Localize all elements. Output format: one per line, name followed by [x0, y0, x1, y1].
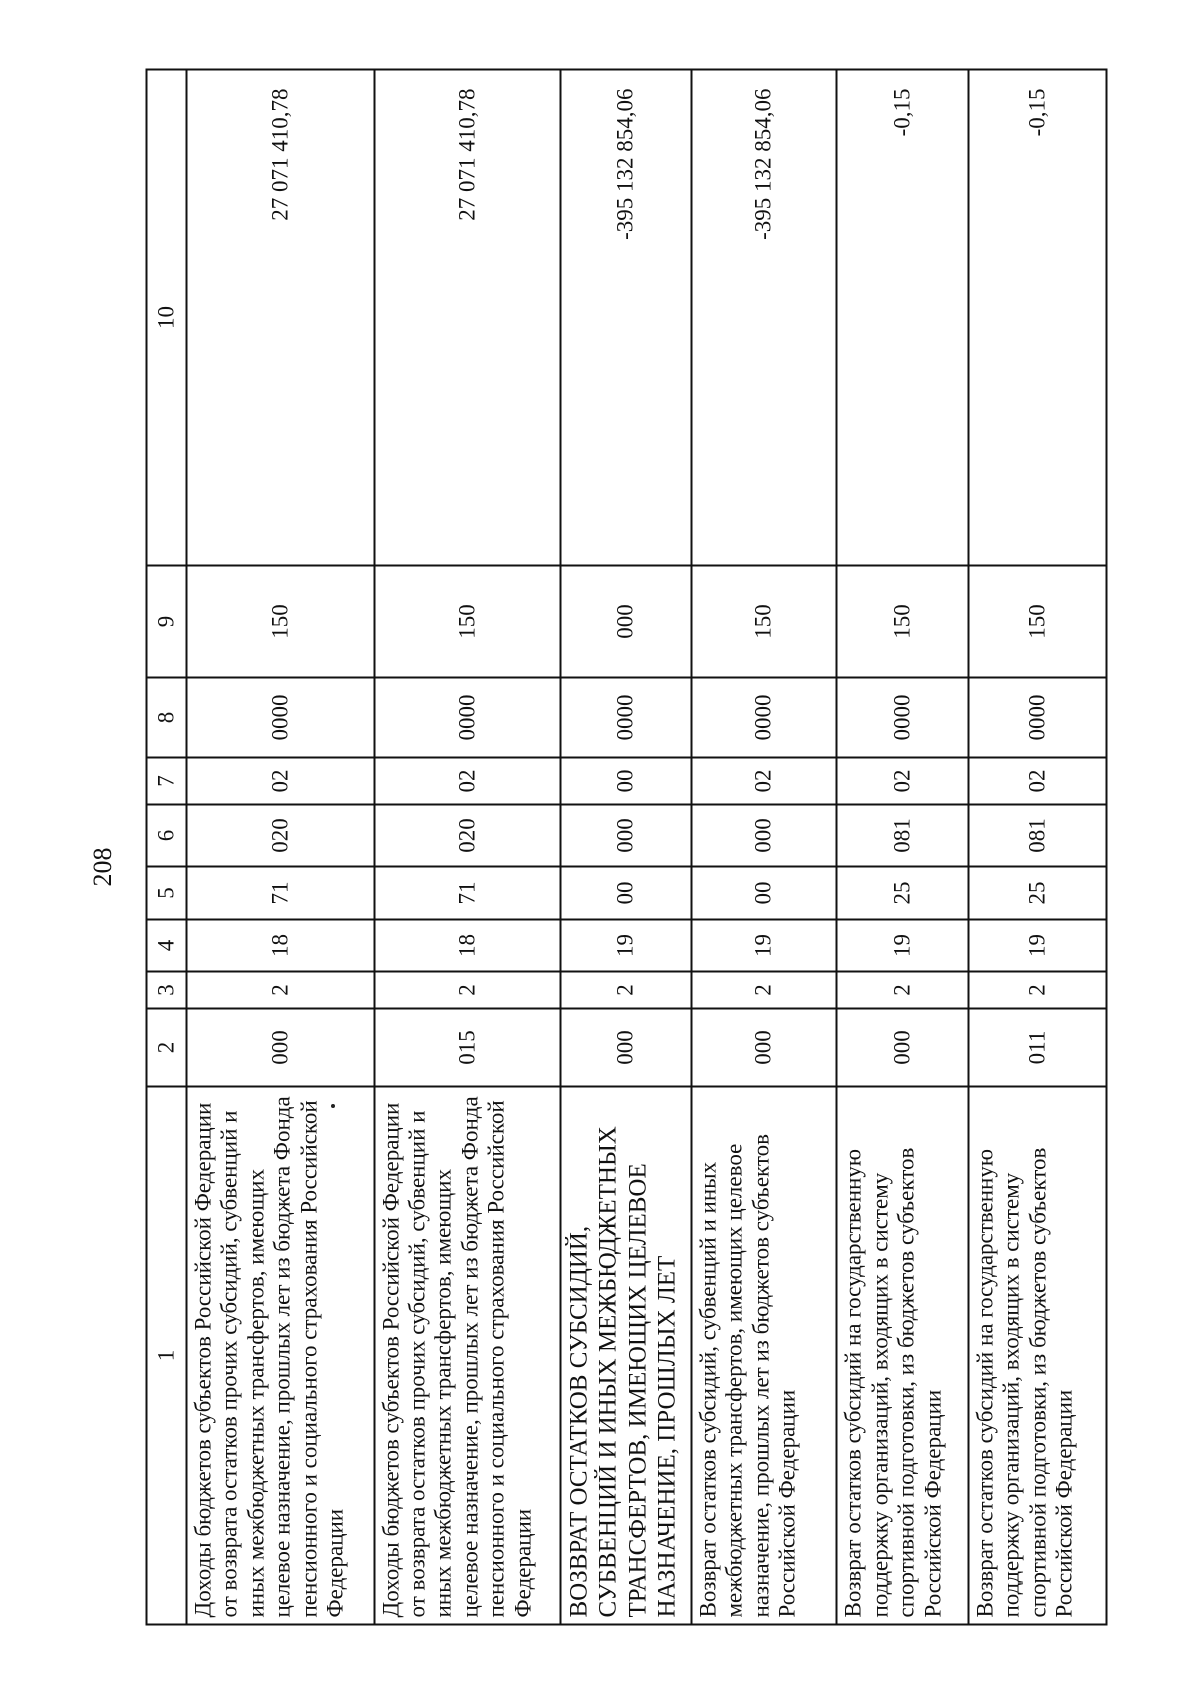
header-col-7: 7	[146, 757, 186, 804]
cell-amount: 27 071 410,78	[186, 69, 374, 565]
cell-col-6: 081	[968, 804, 1106, 866]
header-col-2: 2	[146, 1008, 186, 1086]
cell-col-8: 0000	[691, 677, 836, 757]
cell-col-4: 18	[374, 919, 561, 971]
cell-col-6: 000	[560, 804, 691, 866]
table-row	[560, 69, 691, 1624]
header-col-3: 3	[146, 971, 186, 1008]
header-row	[146, 69, 186, 1624]
header-col-6: 6	[146, 804, 186, 866]
cell-col-4: 19	[836, 919, 968, 971]
budget-table	[145, 68, 1107, 1625]
rotated-table-region	[145, 70, 1107, 1625]
cell-col-6: 020	[186, 804, 374, 866]
row-description: Возврат остатков субсидий на государственную поддержку организаций, входящих в систему спортивной подготовки, из бюджетов субъектов Российской Федерации	[836, 1086, 968, 1624]
cell-col-7: 02	[836, 757, 968, 804]
cell-col-8: 0000	[186, 677, 374, 757]
cell-col-5: 25	[968, 866, 1106, 919]
cell-col-2: 000	[836, 1008, 968, 1086]
cell-col-7: 02	[968, 757, 1106, 804]
cell-col-6: 020	[374, 804, 561, 866]
cell-amount: 27 071 410,78	[374, 69, 561, 565]
cell-col-5: 71	[374, 866, 561, 919]
table-row	[968, 69, 1106, 1624]
table-row	[836, 69, 968, 1624]
cell-col-2: 000	[186, 1008, 374, 1086]
cell-col-8: 0000	[968, 677, 1106, 757]
cell-col-5: 71	[186, 866, 374, 919]
cell-col-3: 2	[374, 971, 561, 1008]
cell-col-9: 150	[186, 565, 374, 677]
header-col-10: 10	[146, 69, 186, 565]
cell-col-7: 02	[186, 757, 374, 804]
cell-col-3: 2	[560, 971, 691, 1008]
cell-col-4: 19	[968, 919, 1106, 971]
table-row	[691, 69, 836, 1624]
cell-amount: -0,15	[968, 69, 1106, 565]
cell-col-7: 02	[691, 757, 836, 804]
cell-col-9: 150	[374, 565, 561, 677]
header-col-4: 4	[146, 919, 186, 971]
cell-col-3: 2	[836, 971, 968, 1008]
cell-col-2: 015	[374, 1008, 561, 1086]
cell-col-9: 150	[968, 565, 1106, 677]
cell-col-9: 000	[560, 565, 691, 677]
cell-col-5: 00	[691, 866, 836, 919]
table-row	[186, 69, 374, 1624]
cell-amount: -395 132 854,06	[691, 69, 836, 565]
table-wrapper	[145, 70, 1107, 1625]
cell-col-6: 000	[691, 804, 836, 866]
cell-col-6: 081	[836, 804, 968, 866]
header-col-1: 1	[146, 1086, 186, 1624]
header-col-8: 8	[146, 677, 186, 757]
cell-col-3: 2	[186, 971, 374, 1008]
header-col-5: 5	[146, 866, 186, 919]
cell-col-2: 011	[968, 1008, 1106, 1086]
cell-amount: -0,15	[836, 69, 968, 565]
cell-col-7: 00	[560, 757, 691, 804]
cell-col-2: 000	[560, 1008, 691, 1086]
cell-col-8: 0000	[374, 677, 561, 757]
page-number: 208	[88, 847, 117, 887]
cell-col-9: 150	[836, 565, 968, 677]
table-row	[374, 69, 561, 1624]
cell-col-3: 2	[691, 971, 836, 1008]
cell-col-8: 0000	[836, 677, 968, 757]
cell-col-9: 150	[691, 565, 836, 677]
cell-col-2: 000	[691, 1008, 836, 1086]
header-col-9: 9	[146, 565, 186, 677]
cell-amount: -395 132 854,06	[560, 69, 691, 565]
row-description: Возврат остатков субсидий, субвенций и иных межбюджетных трансфертов, имеющих целевое назначение, прошлых лет из бюджетов субъектов Российской Федерации	[691, 1086, 836, 1624]
row-description: Доходы бюджетов субъектов Российской Федерации от возврата остатков прочих субсидий, субвенций и иных межбюджетных трансфертов, имеющих целевое назначение, прошлых лет из бюджета Фонда пенсионного и социального страхования Российской Федерации	[374, 1086, 561, 1624]
cell-col-7: 02	[374, 757, 561, 804]
cell-col-4: 19	[560, 919, 691, 971]
cell-col-8: 0000	[560, 677, 691, 757]
cell-col-4: 19	[691, 919, 836, 971]
row-description: ВОЗВРАТ ОСТАТКОВ СУБСИДИЙ, СУБВЕНЦИЙ И ИНЫХ МЕЖБЮДЖЕТНЫХ ТРАНСФЕРТОВ, ИМЕЮЩИХ ЦЕЛЕВОЕ НАЗНАЧЕНИЕ, ПРОШЛЫХ ЛЕТ	[560, 1086, 691, 1624]
cell-col-5: 25	[836, 866, 968, 919]
cell-col-4: 18	[186, 919, 374, 971]
cell-col-3: 2	[968, 971, 1106, 1008]
cell-col-5: 00	[560, 866, 691, 919]
row-description: Доходы бюджетов субъектов Российской Федерации от возврата остатков прочих субсидий, субвенций и иных межбюджетных трансфертов, имеющих целевое назначение, прошлых лет из бюджета Фонда пенсионного и социального страхования Российской Федерации	[186, 1086, 374, 1624]
row-description: Возврат остатков субсидий на государственную поддержку организаций, входящих в систему спортивной подготовки, из бюджетов субъектов Российской Федерации	[968, 1086, 1106, 1624]
